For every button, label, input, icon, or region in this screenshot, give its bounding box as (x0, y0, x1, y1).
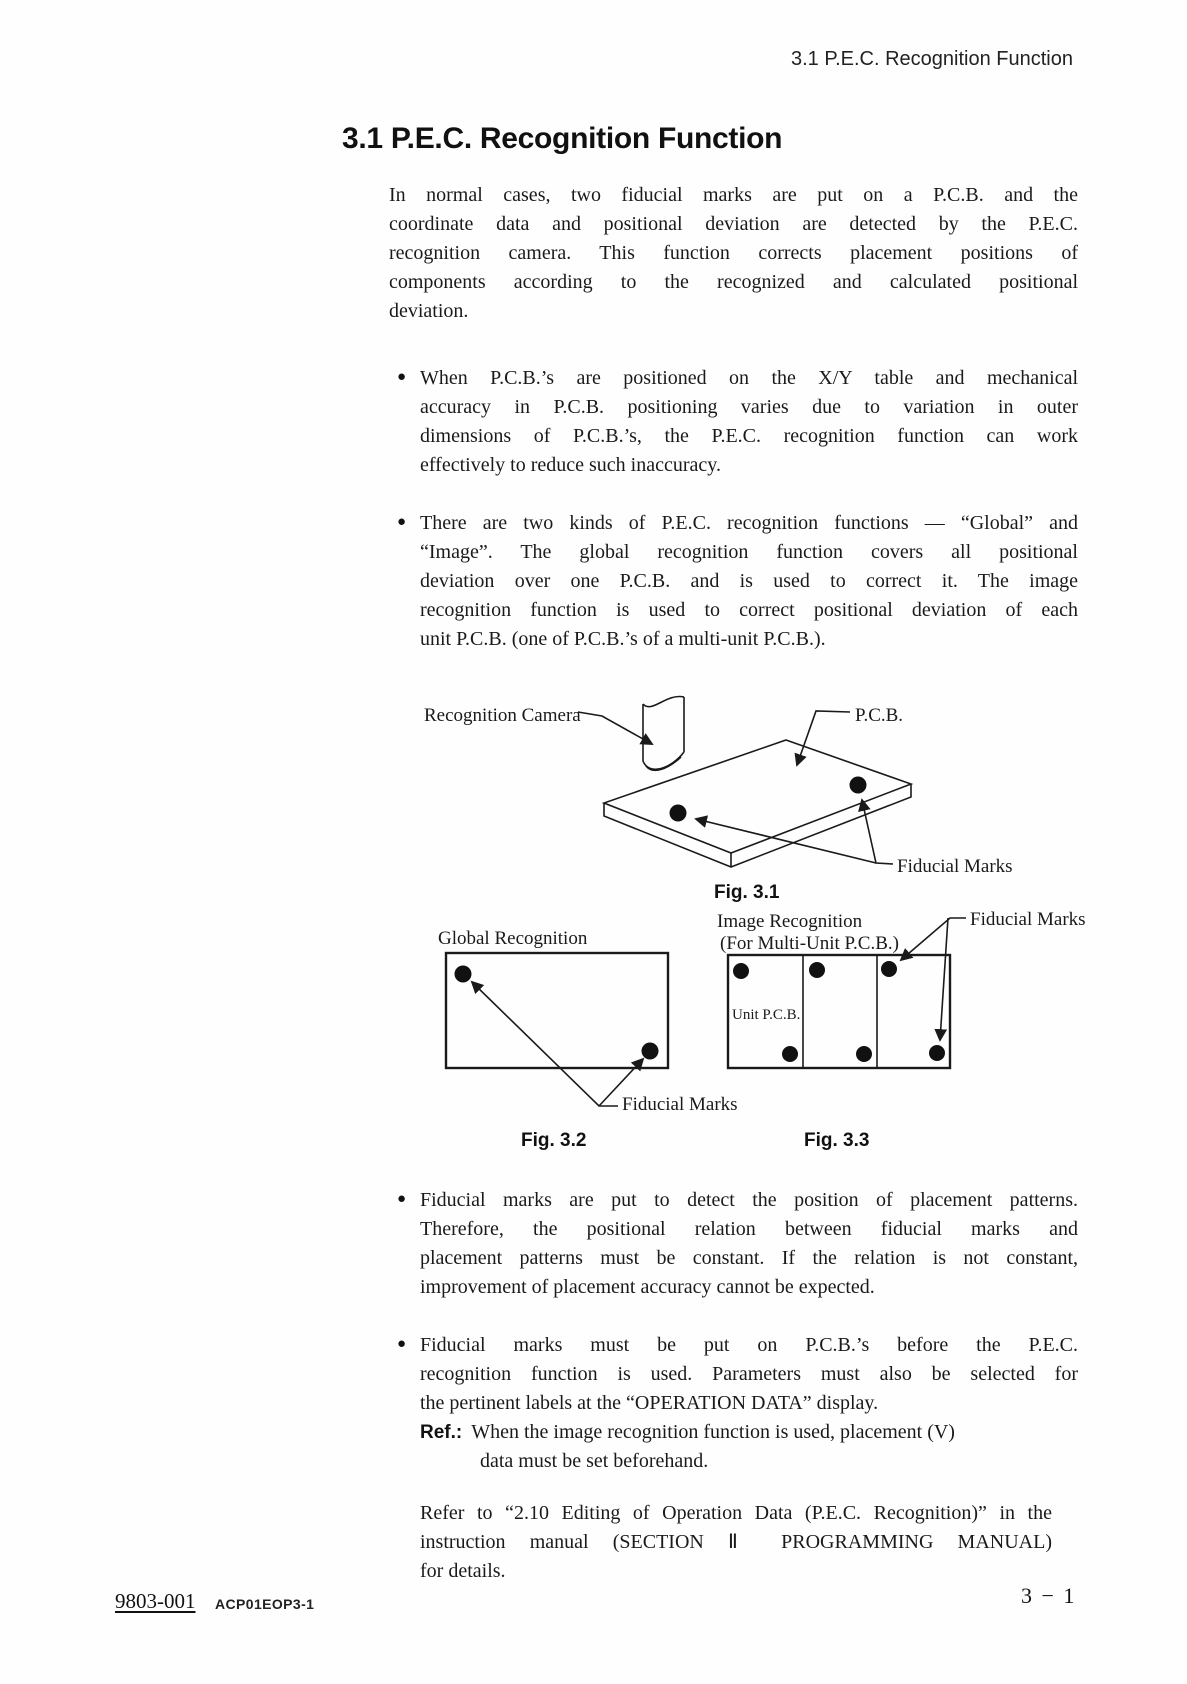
paragraph-line: When P.C.B.’s are positioned on the X/Y table and mechanical (420, 367, 1078, 389)
paragraph-line: coordinate data and positional deviation are detected by the P.E.C. (389, 213, 1078, 235)
fiducial-mark-dot (881, 961, 897, 977)
fiducial-leader-arrow (472, 982, 618, 1106)
paragraph-line: Fiducial marks are put to detect the position of placement patterns. (420, 1189, 1078, 1211)
global-pcb-outline (446, 953, 668, 1068)
ref-note (420, 1418, 1078, 1447)
pcb-label: P.C.B. (855, 705, 904, 726)
global-recognition-label: Global Recognition (438, 928, 588, 949)
paragraph-line: the pertinent labels at the “OPERATION DATA” display. (420, 1392, 879, 1414)
paragraph-line: recognition function is used to correct positional deviation of each (420, 599, 1078, 621)
ref-note-continuation: data must be set beforehand. (480, 1450, 709, 1472)
bullet-item-2 (397, 509, 1078, 654)
fiducial-mark-dot (929, 1045, 945, 1061)
paragraph-line: effectively to reduce such inaccuracy. (420, 454, 721, 476)
ref-label: Ref.: (420, 1422, 463, 1443)
paragraph-line: dimensions of P.C.B.’s, the P.E.C. recognition function can work (420, 425, 1078, 447)
fiducial-mark-dot (856, 1046, 872, 1062)
document-code: 9803-001 (115, 1589, 196, 1613)
paragraph-line: “Image”. The global recognition function covers all positional (420, 541, 1078, 563)
figures-illustration (380, 640, 1100, 1180)
fiducial-mark-dot (809, 962, 825, 978)
pcb-leader-arrow (797, 711, 850, 765)
fig-3-3-caption: Fig. 3.3 (804, 1130, 870, 1151)
fig-3-1-caption: Fig. 3.1 (714, 882, 780, 903)
fiducial-mark-dot (733, 963, 749, 979)
pcb-board (604, 740, 911, 867)
fiducial-leader-arrow (696, 819, 876, 863)
fiducial-leader-arrow (940, 918, 948, 1040)
fig-3-3-drawing (717, 909, 1086, 1151)
fig-3-2-caption: Fig. 3.2 (521, 1130, 587, 1151)
bullet-marker: ● (397, 1191, 407, 1207)
paragraph-line: recognition function is used. Parameters must also be selected for (420, 1363, 1078, 1385)
camera-leader-arrow (578, 712, 652, 744)
fiducial-marks-label: Fiducial Marks (897, 856, 1013, 877)
closing-paragraph (420, 1499, 1052, 1586)
fiducial-leader-arrow (901, 918, 966, 960)
page-number: 3 − 1 (1021, 1583, 1077, 1608)
paragraph-line: deviation over one P.C.B. and is used to correct it. The image (420, 570, 1078, 592)
paragraph-line: Therefore, the positional relation between fiducial marks and (420, 1218, 1078, 1240)
fig-3-2-drawing (438, 928, 738, 1151)
ref-text: When the image recognition function is used, placement (V) (471, 1421, 955, 1443)
section-title: 3.1 P.E.C. Recognition Function (342, 122, 783, 155)
bullet-marker: ● (397, 369, 407, 385)
bullet-item-1 (397, 364, 1078, 480)
fig-3-1-drawing (424, 696, 1013, 903)
paragraph-line: for details. (420, 1560, 506, 1582)
paragraph-line: placement patterns must be constant. If the relation is not constant, (420, 1247, 1078, 1269)
page-header: 3.1 P.E.C. Recognition Function (790, 48, 1073, 70)
paragraph-line: accuracy in P.C.B. positioning varies due to variation in outer (420, 396, 1078, 418)
intro-paragraph (389, 181, 1078, 326)
document-code-suffix: ACP01EOP3-1 (215, 1596, 315, 1612)
image-recognition-sublabel: (For Multi-Unit P.C.B.) (720, 933, 899, 954)
bullet-item-3 (397, 1186, 1078, 1302)
paragraph-line: Refer to “2.10 Editing of Operation Data (P.E.C. Recognition)” in the (420, 1502, 1052, 1524)
camera-label: Recognition Camera (424, 705, 581, 726)
bullet-item-4 (397, 1331, 1078, 1476)
recognition-camera-icon (643, 696, 684, 770)
fiducial-mark-dot (782, 1046, 798, 1062)
paragraph-line: components according to the recognized and calculated positional (389, 271, 1078, 293)
paragraph-line: In normal cases, two fiducial marks are put on a P.C.B. and the (389, 184, 1078, 206)
paragraph-line: recognition camera. This function corrects placement positions of (389, 242, 1078, 264)
unit-pcb-label: Unit P.C.B. (732, 1007, 801, 1023)
paragraph-line: improvement of placement accuracy cannot be expected. (420, 1276, 875, 1298)
paragraph-line: unit P.C.B. (one of P.C.B.’s of a multi-unit P.C.B.). (420, 628, 826, 650)
fiducial-mark-dot (670, 805, 687, 822)
bullet-marker: ● (397, 1336, 407, 1352)
fiducial-mark-dot (850, 777, 867, 794)
fiducial-mark-dot (642, 1043, 659, 1060)
bullet-marker: ● (397, 514, 407, 530)
paragraph-line: There are two kinds of P.E.C. recognition functions — “Global” and (420, 512, 1078, 534)
paragraph-line: deviation. (389, 300, 469, 322)
fiducial-marks-label: Fiducial Marks (970, 909, 1086, 930)
paragraph-line: Fiducial marks must be put on P.C.B.’s before the P.E.C. (420, 1334, 1078, 1356)
fiducial-marks-label: Fiducial Marks (622, 1094, 738, 1115)
fiducial-mark-dot (455, 966, 472, 983)
image-recognition-label: Image Recognition (717, 911, 863, 932)
paragraph-line: instruction manual (SECTION Ⅱ PROGRAMMING MANUAL) (420, 1531, 1052, 1553)
